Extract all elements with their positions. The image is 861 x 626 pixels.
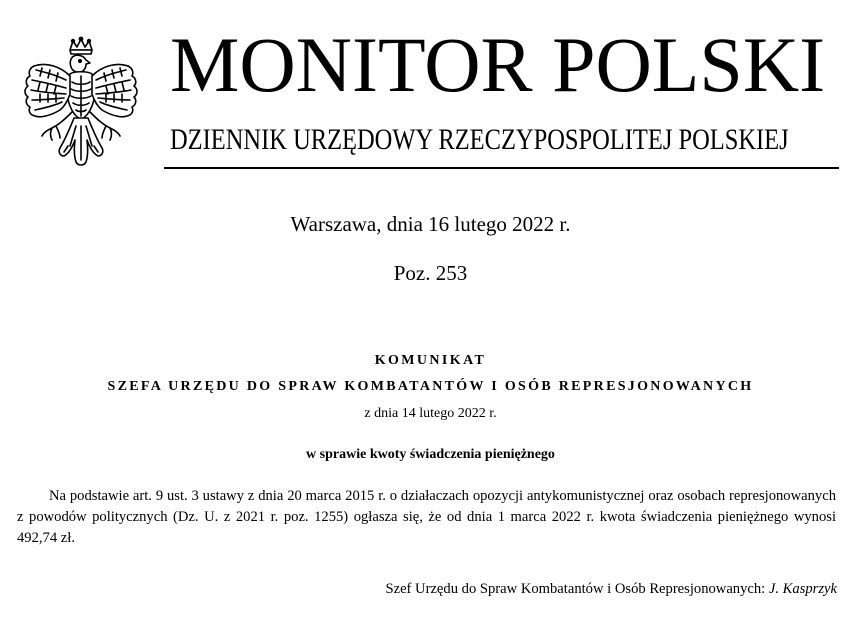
act-subject: w sprawie kwoty świadczenia pieniężnego xyxy=(306,447,555,462)
signature-block xyxy=(385,580,837,598)
act-issuer-heading: SZEFA URZĘDU DO SPRAW KOMBATANTÓW I OSÓB REPRESJONOWANYCH xyxy=(107,379,754,394)
publication-position: Poz. 253 xyxy=(393,261,468,285)
act-body-paragraph: Na podstawie art. 9 ust. 3 ustawy z dnia 20 marca 2015 r. o działaczach opozycji antykomunistycznej oraz osobach represjonowanych z powodów politycznych (Dz. U. z 2021 r. poz. 1255) ogłasza się, że od dnia 1 marca 2022 r. kwota świadczenia pieniężnego wynosi 492,74 zł. xyxy=(17,488,836,546)
act-type-heading: KOMUNIKAT xyxy=(374,353,487,368)
signature-name: J. Kasprzyk xyxy=(768,581,837,597)
act-date: z dnia 14 lutego 2022 r. xyxy=(364,406,497,421)
masthead-title: MONITOR POLSKI xyxy=(170,21,826,108)
publication-date xyxy=(0,211,861,237)
publication-date-text: Warszawa, dnia 16 lutego 2022 r. xyxy=(290,212,571,236)
masthead-subtitle: DZIENNIK URZĘDOWY RZECZYPOSPOLITEJ POLSKIEJ xyxy=(170,124,789,156)
signature-role: Szef Urzędu do Spraw Kombatantów i Osób Represjonowanych: xyxy=(385,581,769,597)
masthead-divider xyxy=(164,167,839,169)
polish-eagle-emblem-icon xyxy=(20,36,142,172)
